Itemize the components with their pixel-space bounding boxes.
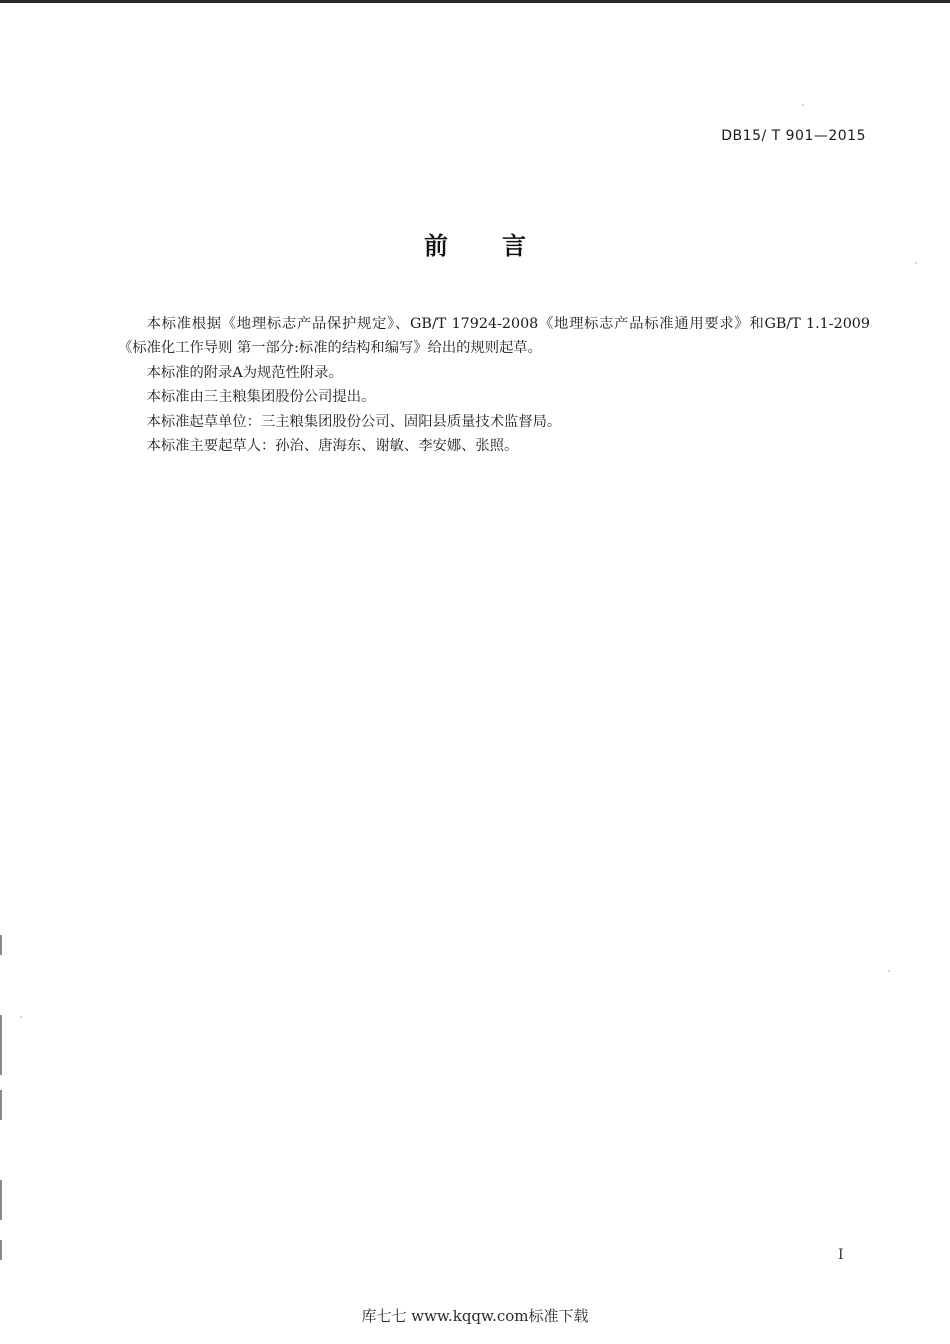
scan-edge-mark: [0, 1180, 2, 1220]
page-number: I: [838, 1247, 844, 1263]
page-top-border: [0, 0, 950, 3]
scan-speck: [915, 262, 917, 264]
paragraph-drafters: 本标准主要起草人：孙治、唐海东、谢敏、李安娜、张照。: [146, 438, 519, 455]
scan-edge-mark: [0, 1015, 2, 1075]
scan-speck: [20, 1016, 22, 1018]
paragraph-appendix: 本标准的附录A为规范性附录。: [146, 364, 343, 381]
paragraph-proposer: 本标准由三主粮集团股份公司提出。: [146, 389, 376, 406]
scan-edge-mark: [0, 935, 2, 955]
foreword-body: [118, 312, 870, 458]
standard-code: DB15/ T 901—2015: [721, 128, 866, 144]
page-title: 前言: [424, 232, 580, 260]
paragraph-drafting-units: 本标准起草单位：三主粮集团股份公司、固阳县质量技术监督局。: [146, 413, 562, 430]
scan-edge-mark: [0, 1240, 2, 1260]
scan-edge-mark: [0, 1090, 2, 1120]
scan-speck: [802, 104, 804, 106]
download-watermark: 库七七 www.kqqw.com标准下载: [361, 1307, 589, 1325]
paragraph-drafting-basis: 本标准根据《地理标志产品保护规定》、GB/T 17924-2008《地理标志产品标准通用要求》和GB/T 1.1-2009《标准化工作导则 第一部分:标准的结构和编写》给出的规则起草。: [118, 316, 870, 357]
scan-speck: [888, 970, 890, 972]
